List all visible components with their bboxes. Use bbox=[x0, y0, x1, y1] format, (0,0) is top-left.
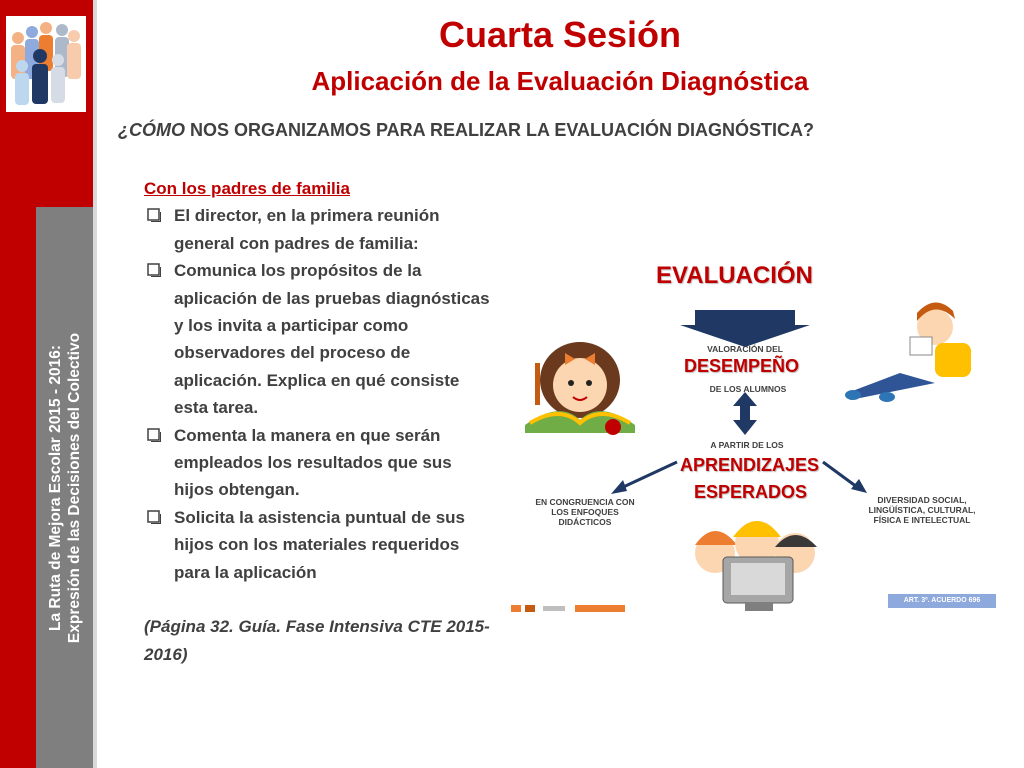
footer-logos bbox=[511, 605, 625, 612]
side-caption bbox=[36, 207, 93, 768]
enfoques-note: EN CONGRUENCIA CON LOS ENFOQUES DIDÁCTICOS bbox=[535, 497, 635, 527]
checkbox-bullet-icon bbox=[147, 208, 161, 222]
alumnos-label: DE LOS ALUMNOS bbox=[709, 384, 787, 394]
desempeno-label: DESEMPEÑO bbox=[684, 356, 800, 376]
bullet-text: El director, en la primera reunión general con padres de familia: bbox=[174, 206, 440, 253]
list-item bbox=[144, 202, 494, 257]
bullet-text: Solicita la asistencia puntual de sus hijos con los materiales requeridos para la aplicación bbox=[174, 507, 465, 582]
down-arrow-icon bbox=[680, 310, 810, 347]
slide-title: Cuarta Sesión bbox=[438, 14, 682, 55]
checkbox-bullet-icon bbox=[147, 428, 161, 442]
right-arrow-icon bbox=[851, 479, 867, 493]
bullet-list bbox=[144, 202, 494, 586]
girl-reading-illustration bbox=[525, 342, 635, 435]
list-item bbox=[144, 257, 494, 421]
left-arrow-icon bbox=[611, 480, 627, 494]
valoracion-label: VALORACIÓN DEL bbox=[707, 344, 783, 354]
evaluacion-label: EVALUACIÓN bbox=[656, 262, 813, 289]
diversidad-note: DIVERSIDAD SOCIAL, LINGÜÍSTICA, CULTURAL, FÍSICA E INTELECTUAL bbox=[868, 495, 976, 525]
checkbox-bullet-icon bbox=[147, 263, 161, 277]
a-partir-label: A PARTIR DE LOS bbox=[710, 440, 784, 450]
esperados-label: ESPERADOS bbox=[694, 482, 808, 502]
double-arrow-icon bbox=[733, 392, 757, 435]
guiding-question bbox=[118, 120, 814, 141]
list-item bbox=[144, 504, 494, 586]
left-arrow-line bbox=[619, 462, 677, 489]
side-caption-line2: Expresión de las Decisiones del Colectivo bbox=[65, 332, 83, 643]
sidebar-divider bbox=[93, 0, 97, 768]
boy-reading-illustration bbox=[845, 302, 971, 402]
right-arrow-line bbox=[823, 462, 857, 487]
side-caption-line1: La Ruta de Mejora Escolar 2015 - 2016: bbox=[46, 344, 64, 631]
section-heading: Con los padres de familia bbox=[144, 179, 350, 198]
bullet-text: Comunica los propósitos de la aplicación de las pruebas diagnósticas y los invita a participar como observadores del proceso de aplicación. Explica en qué consiste esta tarea. bbox=[174, 261, 490, 418]
kids-computer-illustration bbox=[695, 521, 817, 611]
list-item bbox=[144, 422, 494, 504]
slide-subtitle: Aplicación de la Evaluación Diagnóstica bbox=[311, 66, 809, 96]
aprendizajes-label: APRENDIZAJES bbox=[680, 455, 820, 475]
question-rest: NOS ORGANIZAMOS PARA REALIZAR LA EVALUACIÓN DIAGNÓSTICA? bbox=[185, 120, 814, 140]
reference-note: (Página 32. Guía. Fase Intensiva CTE 2015-2016) bbox=[144, 617, 490, 664]
checkbox-bullet-icon bbox=[147, 510, 161, 524]
body-text bbox=[144, 175, 494, 668]
question-italic: ¿CÓMO bbox=[118, 120, 185, 140]
art-reference-box: ART. 3º. ACUERDO 696 bbox=[888, 594, 996, 608]
people-logo bbox=[6, 16, 86, 112]
bullet-text: Comenta la manera en que serán empleados los resultados que sus hijos obtengan. bbox=[174, 425, 452, 500]
